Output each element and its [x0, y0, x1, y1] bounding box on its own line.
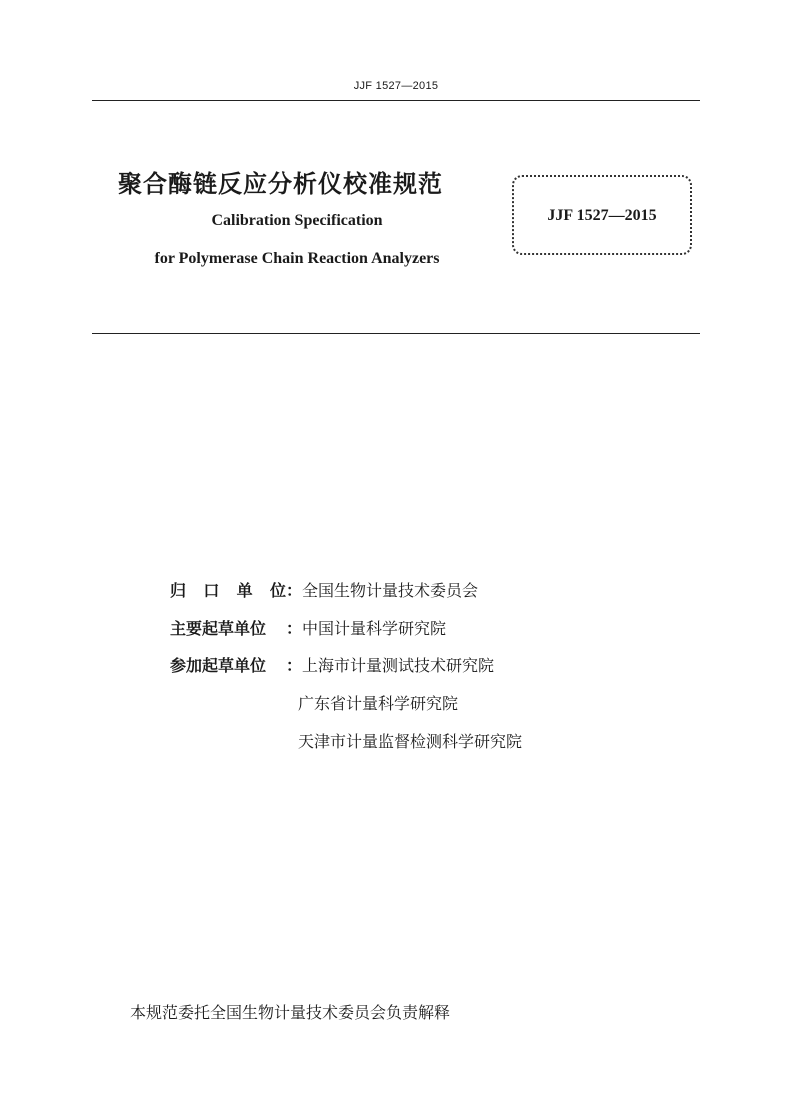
responsible-unit-value: 全国生物计量技术委员会	[302, 581, 479, 600]
interpretation-note: 本规范委托全国生物计量技术委员会负责解释	[130, 1003, 451, 1022]
main-drafter-label: 主要起草单位	[170, 619, 267, 638]
co-drafter-2: 广东省计量科学研究院	[298, 694, 459, 713]
co-drafter-3: 天津市计量监督检测科学研究院	[298, 732, 523, 751]
co-drafters-row	[170, 653, 494, 676]
responsible-unit-label	[170, 578, 286, 601]
title-english-line2: for Polymerase Chain Reaction Analyzers	[154, 250, 440, 267]
title-english-line1: Calibration Specification	[211, 212, 383, 229]
title-divider-rule	[92, 333, 700, 334]
label-char: 单	[236, 581, 253, 600]
responsible-unit-colon: ：	[286, 581, 303, 600]
co-drafters-label: 参加起草单位	[170, 656, 267, 675]
label-char: 口	[203, 581, 220, 600]
title-chinese: 聚合酶链反应分析仪校准规范	[118, 170, 443, 198]
label-char: 归	[170, 581, 187, 600]
responsible-unit-row	[170, 578, 478, 601]
standard-code-box-text: JJF 1527—2015	[547, 207, 657, 224]
main-drafter-value: 中国计量科学研究院	[302, 619, 447, 638]
header-rule	[92, 100, 700, 101]
header-standard-code: JJF 1527—2015	[353, 80, 439, 92]
co-drafters-colon: ：	[286, 656, 303, 675]
co-drafter-1: 上海市计量测试技术研究院	[302, 656, 495, 675]
label-char: 位	[269, 581, 286, 600]
main-drafter-row	[170, 616, 446, 639]
main-drafter-colon: ：	[286, 619, 303, 638]
